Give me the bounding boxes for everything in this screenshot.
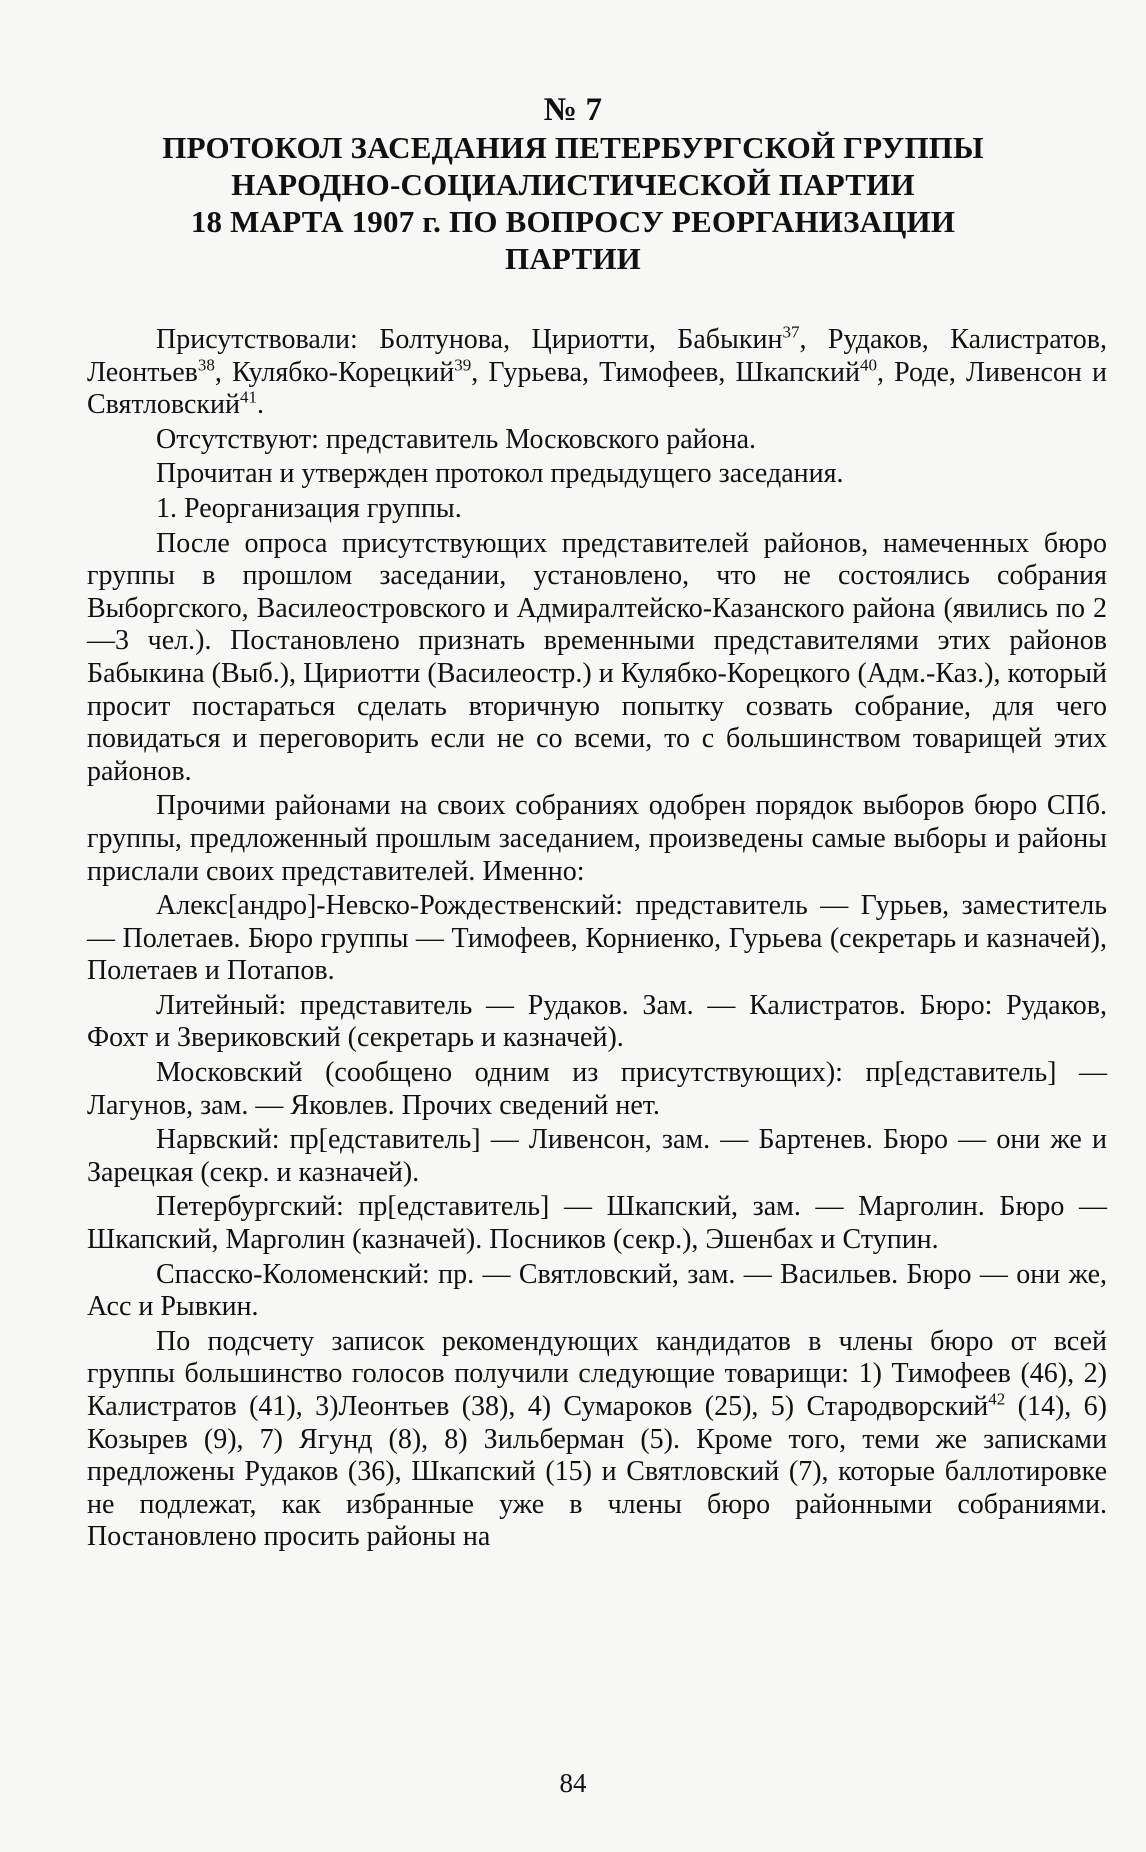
paragraph-districts-elections: Прочими районами на своих собраниях одобрен порядок выборов бюро СПб. группы, предложенный прошлым заседанием, произведены самые выборы и районы прислали своих представителей. Именно: (87, 790, 1107, 887)
paragraph-district-peterburgsky: Петербургский: пр[едставитель] — Шкапский, зам. — Марголин. Бюро — Шкапский, Марголин (казначей). Посников (секр.), Эшенбах и Ступин. (87, 1191, 1107, 1256)
footnote-ref: 37 (782, 322, 800, 342)
text-run: По подсчету записок рекомендующих кандидатов в члены бюро от всей группы большинство голосов получили следующие товарищи: 1) Тимофеев (46), 2) Калистратов (41), 3)Леонтьев (38), 4) Сумароков (25), 5) Стародворский (87, 1325, 1107, 1422)
paragraph-vote-count (87, 1326, 1107, 1554)
paragraph-survey: После опроса присутствующих представителей районов, намеченных бюро группы в прошлом заседании, установлено, что не состоялись собрания Выборгского, Василеостровского и Адмиралтейско-Казанского района (явились по 2—3 чел.). Постановлено признать временными представителями этих районов Бабыкина (Выб.), Цириотти (Василеостр.) и Кулябко-Корецкого (Адм.-Каз.), который просит постараться сделать вторичную попытку созвать собрание, для чего повидаться и переговорить если не со всеми, то с большинством товарищей этих районов. (87, 527, 1107, 787)
paragraph-district-alexandro-nevsky: Алекс[андро]-Невско-Рождественский: представитель — Гурьев, заместитель — Полетаев. Бюро группы — Тимофеев, Корниенко, Гурьева (секретарь и казначей), Полетаев и Потапов. (87, 890, 1107, 987)
title-line: ПАРТИИ (505, 241, 641, 276)
document-number: № 7 (543, 92, 603, 128)
footnote-ref: 40 (860, 355, 878, 375)
page-number: 84 (559, 1768, 587, 1798)
footnote-ref: 39 (454, 355, 472, 375)
text-run: . (256, 389, 264, 421)
paragraph-district-moskovsky: Московский (сообщено одним из присутствующих): пр[едставитель] — Лагунов, зам. — Яковлев. Прочих сведений нет. (87, 1057, 1107, 1121)
text-run: , Роде, Ливенсон и Святловский (87, 356, 1107, 421)
paragraph-district-spassko-kolomensky: Спасско-Коломенский: пр. — Святловский, зам. — Васильев. Бюро — они же, Асс и Рывкин. (87, 1258, 1107, 1323)
document-body (87, 324, 1107, 1556)
text-run: , Гурьева, Тимофеев, Шкапский (471, 356, 861, 388)
text-run: Присутствовали: Болтунова, Цириотти, Бабыкин (156, 324, 783, 355)
text-run: , Кулябко-Корецкий (214, 356, 455, 388)
footnote-ref: 38 (197, 355, 215, 375)
footnote-ref: 42 (988, 1389, 1006, 1409)
paragraph-agenda-item: 1. Реорганизация группы. (156, 492, 462, 524)
paragraph-district-narvsky: Нарвский: пр[едставитель] — Ливенсон, зам. — Бартенев. Бюро — они же и Зарецкая (секр. и казначей). (87, 1124, 1107, 1188)
footnote-ref: 41 (239, 387, 257, 407)
paragraph-absent: Отсутствуют: представитель Московского района. (156, 423, 757, 455)
title-line: 18 МАРТА 1907 г. ПО ВОПРОСУ РЕОРГАНИЗАЦИИ (190, 204, 956, 239)
paragraph-attendees (87, 324, 1107, 422)
document-heading (90, 92, 1056, 277)
title-line: НАРОДНО-СОЦИАЛИСТИЧЕСКОЙ ПАРТИИ (231, 167, 915, 202)
text-run: (14), 6) Козырев (9), 7) Ягунд (8), 8) Зильберман (5). Кроме того, теми же записками предложены Рудаков (36), Шкапский (15) и Святловский (7), которые баллотировке не подлежат, как избранные уже в члены бюро районными собраниями. Постановлено просить районы на (87, 1391, 1107, 1553)
title-line: ПРОТОКОЛ ЗАСЕДАНИЯ ПЕТЕРБУРГСКОЙ ГРУППЫ (162, 130, 984, 165)
paragraph-district-liteyny: Литейный: представитель — Рудаков. Зам. — Калистратов. Бюро: Рудаков, Фохт и Звериковский (секретарь и казначей). (87, 989, 1107, 1054)
text-run: , Рудаков, Калистратов, Леонтьев (87, 324, 1107, 388)
paragraph-minutes-approved: Прочитан и утвержден протокол предыдущего заседания. (156, 458, 844, 490)
